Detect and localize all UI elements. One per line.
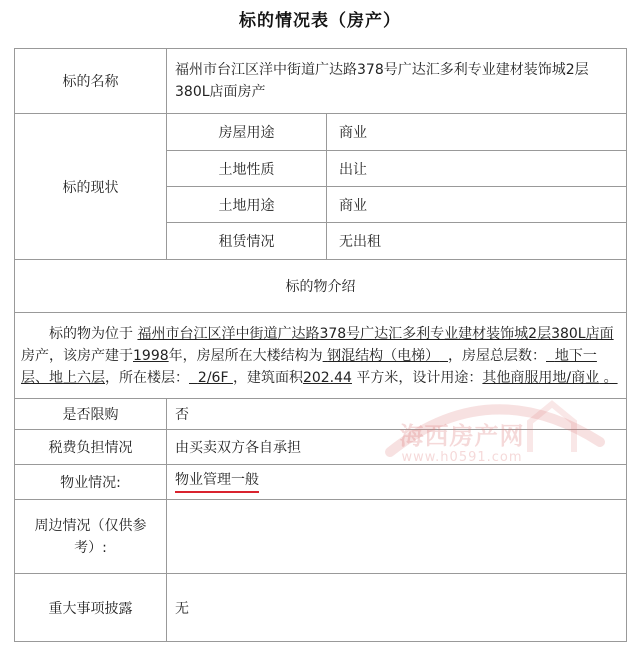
status-key: 土地性质	[167, 151, 327, 187]
name-row	[15, 49, 627, 114]
intro-floors: 地下一层、地上六层	[21, 347, 597, 386]
major-label: 重大事项披露	[15, 574, 167, 642]
property-value-cell	[167, 465, 627, 500]
status-value: 无出租	[327, 223, 627, 260]
status-value: 商业	[327, 114, 627, 151]
status-row	[15, 114, 627, 151]
intro-year: 1998	[133, 347, 169, 364]
intro-floor: 2/6F	[197, 369, 229, 386]
tax-label: 税费负担情况	[15, 430, 167, 465]
status-key: 租赁情况	[167, 223, 327, 260]
surround-row	[15, 500, 627, 574]
tax-value: 由买卖双方各自承担	[167, 430, 627, 465]
property-label: 物业情况:	[15, 465, 167, 500]
name-label: 标的名称	[15, 49, 167, 114]
intro-heading-row	[15, 260, 627, 313]
intro-structure: 钢混结构（电梯）	[327, 347, 440, 364]
intro-area: 202.44	[302, 369, 352, 386]
major-row	[15, 574, 627, 642]
intro-address: 福州市台江区洋中街道广达路378号广达汇多利专业建材装饰城2层380L店面	[137, 325, 614, 342]
major-value: 无	[167, 574, 627, 642]
status-key: 房屋用途	[167, 114, 327, 151]
limit-label: 是否限购	[15, 399, 167, 430]
property-row	[15, 465, 627, 500]
surround-label: 周边情况（仅供参考）:	[15, 500, 167, 574]
intro-heading: 标的物介绍	[15, 260, 627, 313]
watermark-brand: 海西房产网	[399, 422, 525, 450]
limit-value: 否	[167, 399, 627, 430]
surround-value	[167, 500, 627, 574]
name-value: 福州市台江区洋中街道广达路378号广达汇多利专业建材装饰城2层380L店面房产	[167, 49, 627, 114]
intro-row	[15, 313, 627, 399]
property-info-table	[14, 48, 627, 642]
status-label: 标的现状	[15, 114, 167, 260]
status-value: 出让	[327, 151, 627, 187]
intro-usage: 其他商服用地/商业 。	[482, 369, 618, 386]
watermark-url: www.h0591.com	[401, 450, 523, 465]
page-title: 标的情况表（房产）	[239, 11, 401, 31]
status-value: 商业	[327, 187, 627, 223]
property-value: 物业管理一般	[175, 471, 259, 493]
intro-paragraph: 标的物为位于 福州市台江区洋中街道广达路378号广达汇多利专业建材装饰城2层380L店面房产，该房产建于1998年，房屋所在大楼结构为 钢混结构（电梯） ，房屋总层数： 地下一层、地上六层，所在楼层： 2/6F ，建筑面积202.44 平方米，设计用途：其他商服用地/商业 。	[15, 313, 627, 399]
status-key: 土地用途	[167, 187, 327, 223]
